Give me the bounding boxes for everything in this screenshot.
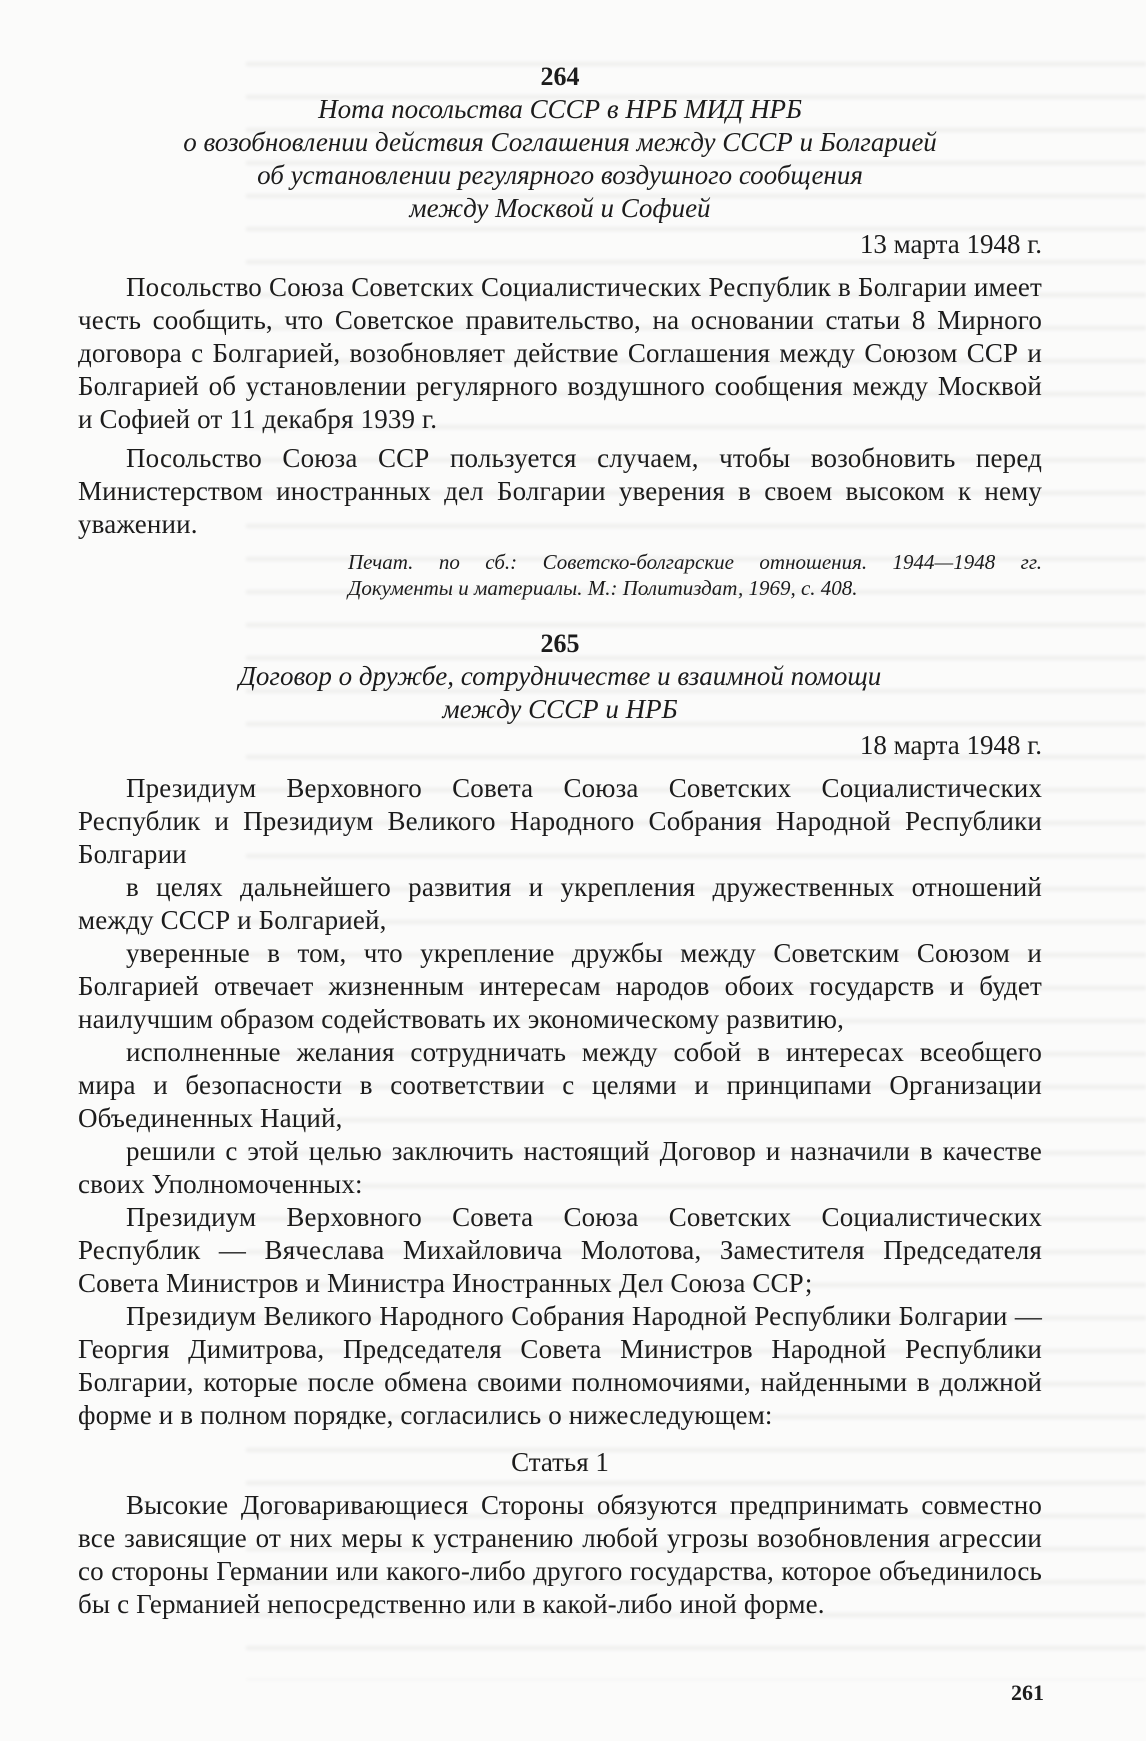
doc265-title-line: Договор о дружбе, сотрудничестве и взаимной помощи [238, 661, 882, 691]
doc265-title [78, 660, 1042, 726]
doc264-title-line: о возобновлении действия Соглашения между СССР и Болгарией [183, 127, 937, 157]
doc265-paragraph: решили с этой целью заключить настоящий Договор и назначили в качестве своих Уполномоченных: [78, 1136, 1042, 1199]
doc264-paragraph: Посольство Союза Советских Социалистических Республик в Болгарии имеет честь сообщить, что Советское правительство, на основании статьи 8 Мирного договора с Болгарией, возобновляет действие Соглашения между Союзом ССР и Болгарией об установлении регулярного воздушного сообщения между Москвой и Софией от 11 декабря 1939 г. [78, 272, 1042, 434]
doc264-source-note [348, 549, 1042, 601]
source-line: Документы и материалы. М.: Политиздат, 1969, с. 408. [348, 576, 858, 600]
doc264-date: 13 марта 1948 г. [859, 229, 1042, 259]
doc264-title-line: между Москвой и Софией [409, 193, 711, 223]
doc265-date: 18 марта 1948 г. [859, 730, 1042, 760]
doc265-title-line: между СССР и НРБ [442, 694, 678, 724]
doc265-paragraph: уверенные в том, что укрепление дружбы между Советским Союзом и Болгарией отвечает жизненным интересам народов обоих государств и будет наилучшим образом содействовать их экономическому развитию, [78, 938, 1042, 1034]
doc264-title-line: Нота посольства СССР в НРБ МИД НРБ [318, 94, 802, 124]
doc264-paragraph: Посольство Союза ССР пользуется случаем, чтобы возобновить перед Министерством иностранных дел Болгарии уверения в своем высоком к нему уважении. [78, 443, 1042, 539]
doc264-title-line: об установлении регулярного воздушного сообщения [257, 160, 863, 190]
doc265-paragraph: исполненные желания сотрудничать между собой в интересах всеобщего мира и безопасности в соответствии с целями и принципами Организации Объединенных Наций, [78, 1037, 1042, 1133]
doc265-paragraph: Президиум Великого Народного Собрания Народной Республики Болгарии — Георгия Димитрова, Председателя Совета Министров Народной Республики Болгарии, которые после обмена своими полномочиями, найденными в должной форме и в полном порядке, согласились о нижеследующем: [78, 1301, 1042, 1430]
page-number: 261 [1011, 1680, 1044, 1705]
doc265-number: 265 [540, 629, 580, 658]
doc264-number: 264 [540, 62, 580, 91]
doc265-paragraph: Президиум Верховного Совета Союза Советских Социалистических Республик — Вячеслава Михайловича Молотова, Заместителя Председателя Совета Министров и Министра Иностранных Дел Союза ССР; [78, 1202, 1042, 1298]
article-1-text: Высокие Договаривающиеся Стороны обязуются предпринимать совместно все зависящие от них меры к устранению любой угрозы возобновления агрессии со стороны Германии или какого-либо другого государства, которое объединилось бы с Германией непосредственно или в какой-либо иной форме. [78, 1490, 1042, 1619]
doc265-paragraph: Президиум Верховного Совета Союза Советских Социалистических Республик и Президиум Великого Народного Собрания Народной Республики Болгарии [78, 773, 1042, 869]
page-content [78, 60, 1042, 1621]
source-line: Печат. по сб.: Советско-болгарские отношения. 1944—1948 гг. [348, 550, 1042, 574]
article-1-heading: Статья 1 [511, 1447, 609, 1477]
doc264-title [78, 93, 1042, 225]
doc265-paragraph: в целях дальнейшего развития и укрепления дружественных отношений между СССР и Болгарией, [78, 872, 1042, 935]
